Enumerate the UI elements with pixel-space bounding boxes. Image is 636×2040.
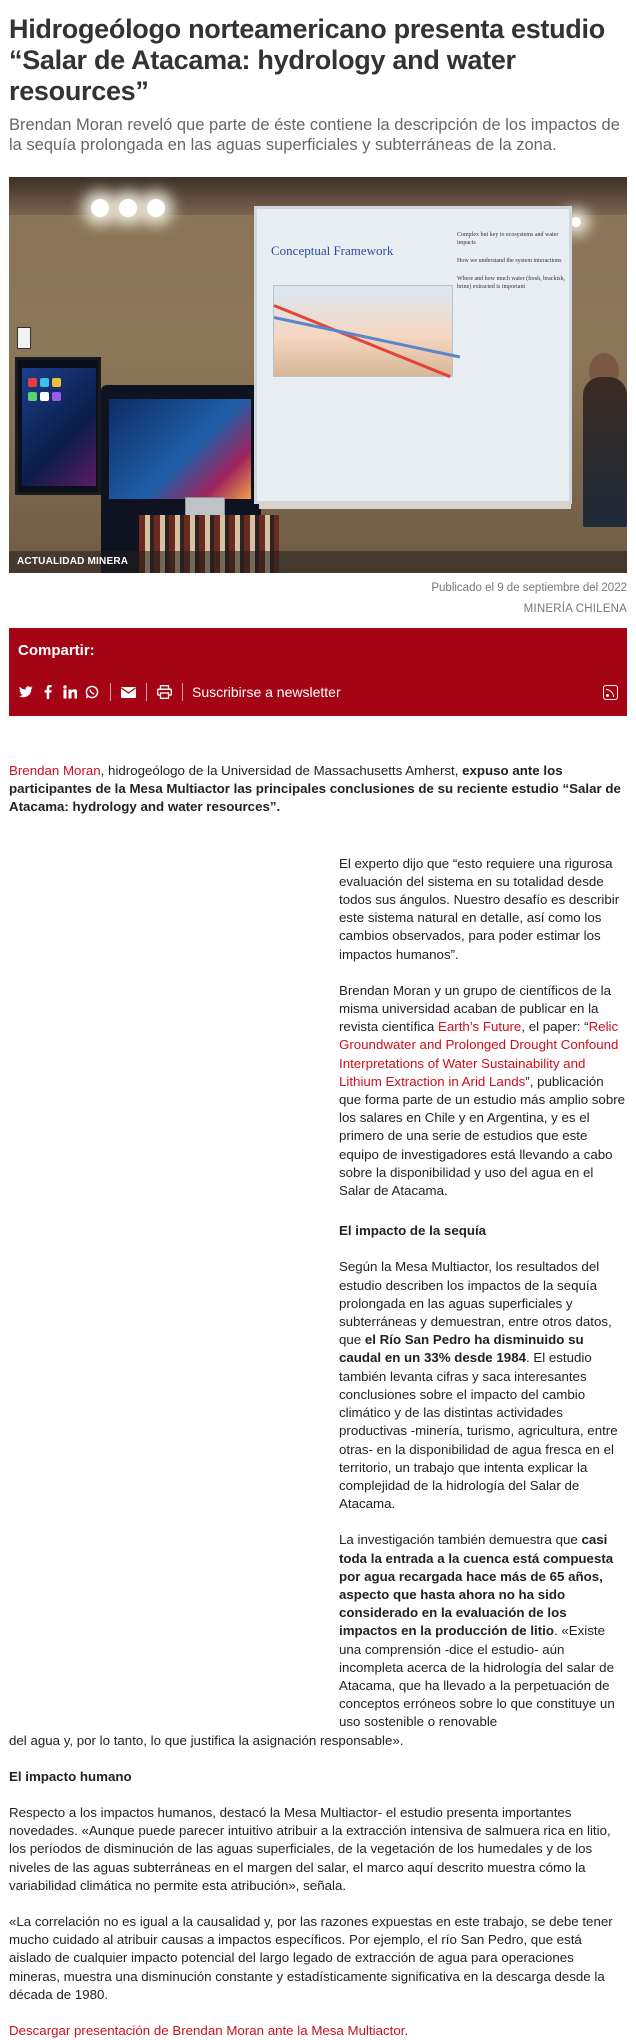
paragraph-bold: el Río San Pedro ha disminuido su caudal en un 33% desde 1984 [339, 1332, 584, 1366]
share-divider [146, 683, 147, 701]
tv-screen [15, 357, 101, 495]
article-paragraph: Respecto a los impactos humanos, destacó la Mesa Multiactor- el estudio presenta importantes novedades. «Aunque puede parecer intuitivo atribuir a la extracción intensiva de salmuera rica en litio, los períodos de disminución de las aguas superficiales, de la vegetación de los humedales y de los niveles de las aguas subterráneas en el margen del salar, el marco aquí descrito muestra cómo la variabilidad climática no permite esta atribución», señala. [9, 1804, 611, 1893]
share-divider [182, 683, 183, 701]
slide-bullet: Complex but key to ecosystems and water impacts [457, 232, 559, 246]
author-link[interactable]: Brendan Moran [9, 763, 101, 778]
slide-bullets [457, 231, 565, 301]
article-paragraph: El experto dijo que “esto requiere una rigurosa evaluación del sistema en su totalidad desde todos sus ángulos. Nuestro desafío es describir este sistema natural en detalle, así como los cambios observados, para poder estimar los impactos humanos”. [339, 855, 620, 962]
mail-icon[interactable] [120, 684, 136, 700]
share-title: Compartir: [18, 642, 95, 659]
whatsapp-icon[interactable] [84, 684, 100, 700]
diagram-line [274, 316, 460, 358]
paragraph-text: La investigación también demuestra que [339, 1532, 582, 1548]
tv-app-tile [40, 392, 49, 401]
tv-display [22, 368, 96, 486]
paper-link[interactable]: Relic Groundwater and Prolonged Drought Confound Interpretations of Water Sustainability and Lithium Extraction in Arid Lands [339, 1019, 619, 1089]
ceiling-light [91, 199, 109, 217]
download-tail: . [404, 2022, 409, 2038]
ceiling-light [147, 199, 165, 217]
paragraph-text: . El estudio también levanta cifras y saca interesantes conclusiones sobre el impacto del cambio climático y de las distintas actividades productivas -minería, turismo, agricultura, entre otras- en la disponibilidad de agua fresca en el territorio, un trabajo que intenta explicar la complejidad de la hidrología del Salar de Atacama. [339, 1350, 618, 1512]
article-source: MINERÍA CHILENA [523, 603, 627, 615]
tv-app-tile [52, 378, 61, 387]
slide-diagram [273, 285, 453, 377]
slide-bullet: How we understand the system interactions [457, 258, 562, 264]
linkedin-icon[interactable] [62, 684, 78, 700]
ceiling-light [119, 199, 137, 217]
ceiling-light [571, 217, 581, 227]
download-paragraph [9, 2022, 627, 2040]
intro-text: , hidrogeólogo de la Universidad de Massachusetts Amherst, [100, 763, 463, 778]
rss-icon[interactable] [603, 685, 618, 700]
share-bar [9, 628, 627, 716]
article-paragraph [339, 982, 627, 1200]
screen-base [259, 501, 571, 509]
page-title: Hidrogeólogo norteamericano presenta estudio “Salar de Atacama: hydrology and water resources” [9, 14, 605, 106]
tv-app-tile [28, 392, 37, 401]
image-credit: ACTUALIDAD MINERA [9, 551, 627, 573]
share-divider [110, 683, 111, 701]
tv-app-tile [28, 378, 37, 387]
publish-date: Publicado el 9 de septiembre del 2022 [431, 582, 627, 594]
tv-app-tile [40, 378, 49, 387]
download-presentation-link[interactable]: Descargar presentación de Brendan Moran ante la Mesa Multiactor [9, 2022, 405, 2038]
slide-bullet: Where and how much water (fresh, brackish, brine) extracted is important [457, 276, 565, 290]
section-heading: El impacto de la sequía [339, 1223, 487, 1239]
tv-app-tile [52, 392, 61, 401]
paragraph-text: Según la Mesa Multiactor, los resultados del estudio describen los impactos de la sequía prolongada en las aguas superficiales y subterráneas y demuestran, entre otros datos, que [339, 1259, 612, 1348]
diagram-line [273, 304, 450, 378]
hero-photo [9, 177, 627, 573]
share-actions [18, 683, 341, 701]
paragraph-text: ”, publicación que forma parte de un estudio más amplio sobre los salares en Chile y en Argentina, y es el primero de una serie de estudios que este equipo de investigadores está llevando a cabo sobre la disponibilidad y uso del agua en el Salar de Atacama. [339, 1073, 626, 1199]
paragraph-text: Brendan Moran y un grupo de científicos de la misma universidad acaban de publicar en la revista científica [339, 982, 612, 1035]
facebook-icon[interactable] [40, 684, 56, 700]
article-paragraph [339, 1258, 627, 1513]
exit-sign [17, 327, 31, 349]
paragraph-text: . «Existe una comprensión -dice el estudio- aún incompleta acerca de la hidrología del salar de Atacama, que ha llevado a la perpetuación de conceptos erróneos sobre lo que constituye un uso sostenible o renovable [339, 1623, 615, 1730]
article-paragraph: del agua y, por lo tanto, lo que justifica la asignación responsable». [9, 1732, 404, 1748]
print-icon[interactable] [156, 684, 172, 700]
intro-bold: expuso ante los participantes de la Mesa Multiactor las principales conclusiones de su reciente estudio “Salar de Atacama: hydrology and water resources”. [9, 763, 621, 815]
journal-link[interactable]: Earth’s Future [438, 1019, 522, 1035]
section-heading: El impacto humano [9, 1768, 132, 1784]
slide-title: Conceptual Framework [271, 243, 394, 258]
subscribe-newsletter-link[interactable]: Suscribirse a newsletter [192, 684, 341, 700]
presenter [583, 377, 627, 527]
article-paragraph: «La correlación no es igual a la causalidad y, por las razones expuestas en este trabajo, se debe tener mucho cuidado al atribuir causas a impactos específicos. Por ejemplo, el río San Pedro, que está aislado de cualquier impacto potencial del largo legado de extracción de agua para operaciones mineras, muestra una disminución constante y estadísticamente significativa en la descarga desde la década de 1980. [9, 1913, 613, 2002]
paragraph-bold: casi toda la entrada a la cuenca está compuesta por agua recargada hace más de 65 años, aspecto que hasta ahora no ha sido considerado en la evaluación de los impactos en la producción de litio [339, 1532, 614, 1639]
paragraph-text: , el paper: “ [521, 1019, 589, 1035]
monitor-display [109, 399, 251, 499]
article-subtitle: Brendan Moran reveló que parte de éste contiene la descripción de los impactos de la sequía prolongada en las aguas superficiales y subterráneas de la zona. [9, 116, 620, 154]
article-paragraph [339, 1531, 627, 1731]
twitter-icon[interactable] [18, 684, 34, 700]
article-intro [9, 762, 627, 817]
